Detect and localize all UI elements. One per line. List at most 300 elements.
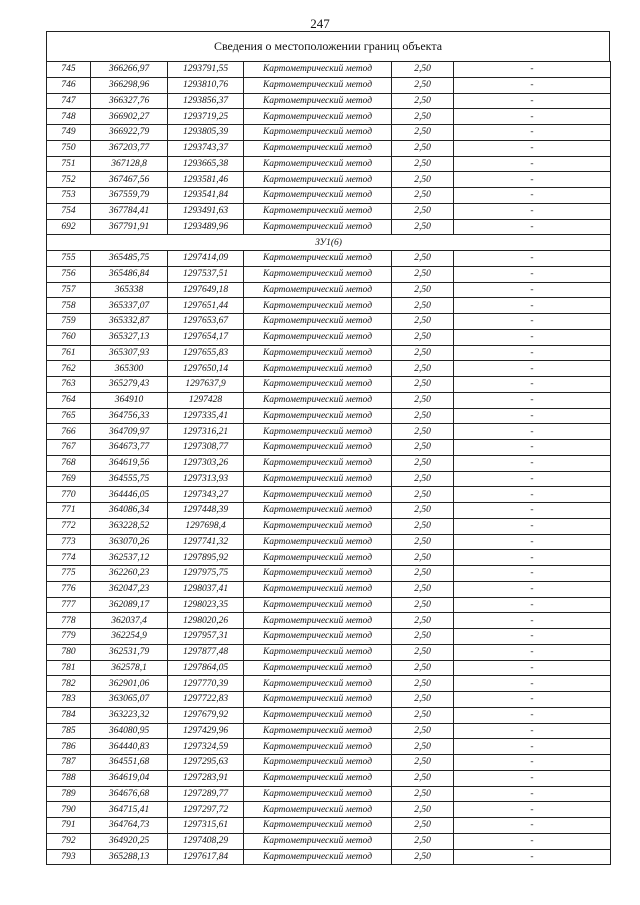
method-cell: Картометрический метод bbox=[244, 487, 392, 503]
x-coordinate-cell: 367559,79 bbox=[91, 188, 168, 204]
description-cell: - bbox=[454, 660, 611, 676]
y-coordinate-cell: 1297698,4 bbox=[168, 518, 244, 534]
y-coordinate-cell: 1297957,31 bbox=[168, 629, 244, 645]
table-row bbox=[47, 298, 611, 314]
y-coordinate-cell: 1297428 bbox=[168, 392, 244, 408]
point-number-cell: 781 bbox=[47, 660, 91, 676]
description-cell: - bbox=[454, 581, 611, 597]
description-cell: - bbox=[454, 377, 611, 393]
description-cell: - bbox=[454, 345, 611, 361]
coordinates-table-body bbox=[47, 62, 611, 865]
accuracy-cell: 2,50 bbox=[392, 550, 454, 566]
method-cell: Картометрический метод bbox=[244, 644, 392, 660]
accuracy-cell: 2,50 bbox=[392, 518, 454, 534]
method-cell: Картометрический метод bbox=[244, 818, 392, 834]
accuracy-cell: 2,50 bbox=[392, 361, 454, 377]
description-cell: - bbox=[454, 361, 611, 377]
method-cell: Картометрический метод bbox=[244, 566, 392, 582]
point-number-cell: 750 bbox=[47, 140, 91, 156]
accuracy-cell: 2,50 bbox=[392, 203, 454, 219]
description-cell: - bbox=[454, 755, 611, 771]
point-number-cell: 788 bbox=[47, 770, 91, 786]
accuracy-cell: 2,50 bbox=[392, 660, 454, 676]
y-coordinate-cell: 1293541,84 bbox=[168, 188, 244, 204]
table-row bbox=[47, 156, 611, 172]
point-number-cell: 779 bbox=[47, 629, 91, 645]
description-cell: - bbox=[454, 440, 611, 456]
accuracy-cell: 2,50 bbox=[392, 534, 454, 550]
table-row bbox=[47, 109, 611, 125]
point-number-cell: 756 bbox=[47, 266, 91, 282]
table-row bbox=[47, 77, 611, 93]
x-coordinate-cell: 364446,05 bbox=[91, 487, 168, 503]
point-number-cell: 784 bbox=[47, 707, 91, 723]
point-number-cell: 768 bbox=[47, 455, 91, 471]
x-coordinate-cell: 364764,73 bbox=[91, 818, 168, 834]
method-cell: Картометрический метод bbox=[244, 408, 392, 424]
description-cell: - bbox=[454, 723, 611, 739]
accuracy-cell: 2,50 bbox=[392, 62, 454, 78]
description-cell: - bbox=[454, 282, 611, 298]
table-row bbox=[47, 597, 611, 613]
x-coordinate-cell: 364673,77 bbox=[91, 440, 168, 456]
accuracy-cell: 2,50 bbox=[392, 849, 454, 865]
point-number-cell: 754 bbox=[47, 203, 91, 219]
method-cell: Картометрический метод bbox=[244, 424, 392, 440]
table-row bbox=[47, 770, 611, 786]
table-row bbox=[47, 581, 611, 597]
table-row bbox=[47, 424, 611, 440]
point-number-cell: 766 bbox=[47, 424, 91, 440]
y-coordinate-cell: 1297343,27 bbox=[168, 487, 244, 503]
table-title: Сведения о местоположении границ объекта bbox=[46, 31, 610, 61]
table-row bbox=[47, 644, 611, 660]
method-cell: Картометрический метод bbox=[244, 440, 392, 456]
table-row bbox=[47, 62, 611, 78]
x-coordinate-cell: 363223,32 bbox=[91, 707, 168, 723]
y-coordinate-cell: 1297975,75 bbox=[168, 566, 244, 582]
description-cell: - bbox=[454, 62, 611, 78]
accuracy-cell: 2,50 bbox=[392, 77, 454, 93]
y-coordinate-cell: 1293810,76 bbox=[168, 77, 244, 93]
table-row bbox=[47, 93, 611, 109]
accuracy-cell: 2,50 bbox=[392, 629, 454, 645]
description-cell: - bbox=[454, 550, 611, 566]
point-number-cell: 778 bbox=[47, 613, 91, 629]
table-row bbox=[47, 629, 611, 645]
point-number-cell: 764 bbox=[47, 392, 91, 408]
table-row bbox=[47, 408, 611, 424]
table-row bbox=[47, 188, 611, 204]
accuracy-cell: 2,50 bbox=[392, 219, 454, 235]
accuracy-cell: 2,50 bbox=[392, 802, 454, 818]
accuracy-cell: 2,50 bbox=[392, 408, 454, 424]
point-number-cell: 771 bbox=[47, 503, 91, 519]
table-row bbox=[47, 692, 611, 708]
y-coordinate-cell: 1297315,61 bbox=[168, 818, 244, 834]
point-number-cell: 760 bbox=[47, 329, 91, 345]
y-coordinate-cell: 1297895,92 bbox=[168, 550, 244, 566]
description-cell: - bbox=[454, 613, 611, 629]
table-row bbox=[47, 377, 611, 393]
method-cell: Картометрический метод bbox=[244, 361, 392, 377]
x-coordinate-cell: 364676,68 bbox=[91, 786, 168, 802]
description-cell: - bbox=[454, 566, 611, 582]
description-cell: - bbox=[454, 203, 611, 219]
x-coordinate-cell: 363070,26 bbox=[91, 534, 168, 550]
x-coordinate-cell: 362089,17 bbox=[91, 597, 168, 613]
method-cell: Картометрический метод bbox=[244, 534, 392, 550]
table-row bbox=[47, 487, 611, 503]
x-coordinate-cell: 362901,06 bbox=[91, 676, 168, 692]
x-coordinate-cell: 366298,96 bbox=[91, 77, 168, 93]
y-coordinate-cell: 1297324,59 bbox=[168, 739, 244, 755]
accuracy-cell: 2,50 bbox=[392, 770, 454, 786]
accuracy-cell: 2,50 bbox=[392, 613, 454, 629]
point-number-cell: 787 bbox=[47, 755, 91, 771]
method-cell: Картометрический метод bbox=[244, 739, 392, 755]
accuracy-cell: 2,50 bbox=[392, 755, 454, 771]
table-row bbox=[47, 203, 611, 219]
accuracy-cell: 2,50 bbox=[392, 392, 454, 408]
method-cell: Картометрический метод bbox=[244, 692, 392, 708]
description-cell: - bbox=[454, 109, 611, 125]
method-cell: Картометрический метод bbox=[244, 550, 392, 566]
point-number-cell: 748 bbox=[47, 109, 91, 125]
method-cell: Картометрический метод bbox=[244, 266, 392, 282]
y-coordinate-cell: 1297651,44 bbox=[168, 298, 244, 314]
x-coordinate-cell: 366266,97 bbox=[91, 62, 168, 78]
accuracy-cell: 2,50 bbox=[392, 723, 454, 739]
table-row bbox=[47, 676, 611, 692]
y-coordinate-cell: 1297637,9 bbox=[168, 377, 244, 393]
description-cell: - bbox=[454, 219, 611, 235]
y-coordinate-cell: 1297289,77 bbox=[168, 786, 244, 802]
point-number-cell: 763 bbox=[47, 377, 91, 393]
description-cell: - bbox=[454, 93, 611, 109]
table-row bbox=[47, 282, 611, 298]
description-cell: - bbox=[454, 707, 611, 723]
method-cell: Картометрический метод bbox=[244, 629, 392, 645]
coordinates-sheet bbox=[46, 31, 610, 865]
y-coordinate-cell: 1297335,41 bbox=[168, 408, 244, 424]
x-coordinate-cell: 362537,12 bbox=[91, 550, 168, 566]
y-coordinate-cell: 1293581,46 bbox=[168, 172, 244, 188]
y-coordinate-cell: 1293489,96 bbox=[168, 219, 244, 235]
table-row bbox=[47, 455, 611, 471]
method-cell: Картометрический метод bbox=[244, 597, 392, 613]
table-row bbox=[47, 392, 611, 408]
description-cell: - bbox=[454, 534, 611, 550]
table-row bbox=[47, 140, 611, 156]
point-number-cell: 745 bbox=[47, 62, 91, 78]
table-row bbox=[47, 739, 611, 755]
y-coordinate-cell: 1297864,05 bbox=[168, 660, 244, 676]
y-coordinate-cell: 1297617,84 bbox=[168, 849, 244, 865]
accuracy-cell: 2,50 bbox=[392, 424, 454, 440]
x-coordinate-cell: 365300 bbox=[91, 361, 168, 377]
point-number-cell: 792 bbox=[47, 833, 91, 849]
x-coordinate-cell: 362254,9 bbox=[91, 629, 168, 645]
method-cell: Картометрический метод bbox=[244, 503, 392, 519]
description-cell: - bbox=[454, 629, 611, 645]
accuracy-cell: 2,50 bbox=[392, 298, 454, 314]
accuracy-cell: 2,50 bbox=[392, 597, 454, 613]
table-row bbox=[47, 219, 611, 235]
accuracy-cell: 2,50 bbox=[392, 503, 454, 519]
method-cell: Картометрический метод bbox=[244, 707, 392, 723]
method-cell: Картометрический метод bbox=[244, 833, 392, 849]
description-cell: - bbox=[454, 802, 611, 818]
point-number-cell: 772 bbox=[47, 518, 91, 534]
y-coordinate-cell: 1297316,21 bbox=[168, 424, 244, 440]
x-coordinate-cell: 365279,43 bbox=[91, 377, 168, 393]
x-coordinate-cell: 365337,07 bbox=[91, 298, 168, 314]
y-coordinate-cell: 1297722,83 bbox=[168, 692, 244, 708]
accuracy-cell: 2,50 bbox=[392, 707, 454, 723]
description-cell: - bbox=[454, 503, 611, 519]
point-number-cell: 755 bbox=[47, 251, 91, 267]
table-row bbox=[47, 833, 611, 849]
x-coordinate-cell: 364080,95 bbox=[91, 723, 168, 739]
x-coordinate-cell: 365485,75 bbox=[91, 251, 168, 267]
description-cell: - bbox=[454, 424, 611, 440]
method-cell: Картометрический метод bbox=[244, 849, 392, 865]
accuracy-cell: 2,50 bbox=[392, 329, 454, 345]
y-coordinate-cell: 1297297,72 bbox=[168, 802, 244, 818]
x-coordinate-cell: 364709,97 bbox=[91, 424, 168, 440]
method-cell: Картометрический метод bbox=[244, 77, 392, 93]
table-row bbox=[47, 172, 611, 188]
point-number-cell: 692 bbox=[47, 219, 91, 235]
x-coordinate-cell: 362531,79 bbox=[91, 644, 168, 660]
point-number-cell: 791 bbox=[47, 818, 91, 834]
x-coordinate-cell: 363228,52 bbox=[91, 518, 168, 534]
description-cell: - bbox=[454, 786, 611, 802]
point-number-cell: 782 bbox=[47, 676, 91, 692]
method-cell: Картометрический метод bbox=[244, 755, 392, 771]
y-coordinate-cell: 1293856,37 bbox=[168, 93, 244, 109]
description-cell: - bbox=[454, 298, 611, 314]
method-cell: Картометрический метод bbox=[244, 786, 392, 802]
accuracy-cell: 2,50 bbox=[392, 314, 454, 330]
table-row bbox=[47, 534, 611, 550]
y-coordinate-cell: 1298020,26 bbox=[168, 613, 244, 629]
x-coordinate-cell: 364715,41 bbox=[91, 802, 168, 818]
method-cell: Картометрический метод bbox=[244, 676, 392, 692]
x-coordinate-cell: 364551,68 bbox=[91, 755, 168, 771]
accuracy-cell: 2,50 bbox=[392, 251, 454, 267]
x-coordinate-cell: 367791,91 bbox=[91, 219, 168, 235]
table-row bbox=[47, 314, 611, 330]
description-cell: - bbox=[454, 597, 611, 613]
accuracy-cell: 2,50 bbox=[392, 833, 454, 849]
table-row bbox=[47, 440, 611, 456]
accuracy-cell: 2,50 bbox=[392, 188, 454, 204]
method-cell: Картометрический метод bbox=[244, 723, 392, 739]
table-row bbox=[47, 755, 611, 771]
point-number-cell: 762 bbox=[47, 361, 91, 377]
table-row bbox=[47, 566, 611, 582]
x-coordinate-cell: 365327,13 bbox=[91, 329, 168, 345]
table-row bbox=[47, 518, 611, 534]
method-cell: Картометрический метод bbox=[244, 802, 392, 818]
y-coordinate-cell: 1297655,83 bbox=[168, 345, 244, 361]
accuracy-cell: 2,50 bbox=[392, 455, 454, 471]
description-cell: - bbox=[454, 770, 611, 786]
accuracy-cell: 2,50 bbox=[392, 581, 454, 597]
y-coordinate-cell: 1293743,37 bbox=[168, 140, 244, 156]
y-coordinate-cell: 1297303,26 bbox=[168, 455, 244, 471]
accuracy-cell: 2,50 bbox=[392, 93, 454, 109]
description-cell: - bbox=[454, 314, 611, 330]
point-number-cell: 776 bbox=[47, 581, 91, 597]
description-cell: - bbox=[454, 487, 611, 503]
table-row bbox=[47, 345, 611, 361]
x-coordinate-cell: 364440,83 bbox=[91, 739, 168, 755]
point-number-cell: 783 bbox=[47, 692, 91, 708]
description-cell: - bbox=[454, 455, 611, 471]
y-coordinate-cell: 1297653,67 bbox=[168, 314, 244, 330]
accuracy-cell: 2,50 bbox=[392, 739, 454, 755]
y-coordinate-cell: 1297537,51 bbox=[168, 266, 244, 282]
x-coordinate-cell: 364555,75 bbox=[91, 471, 168, 487]
x-coordinate-cell: 366902,27 bbox=[91, 109, 168, 125]
accuracy-cell: 2,50 bbox=[392, 172, 454, 188]
point-number-cell: 746 bbox=[47, 77, 91, 93]
point-number-cell: 793 bbox=[47, 849, 91, 865]
x-coordinate-cell: 364086,34 bbox=[91, 503, 168, 519]
x-coordinate-cell: 362037,4 bbox=[91, 613, 168, 629]
x-coordinate-cell: 365486,84 bbox=[91, 266, 168, 282]
method-cell: Картометрический метод bbox=[244, 518, 392, 534]
page-number: 247 bbox=[310, 16, 330, 31]
table-row bbox=[47, 660, 611, 676]
description-cell: - bbox=[454, 471, 611, 487]
x-coordinate-cell: 364619,04 bbox=[91, 770, 168, 786]
x-coordinate-cell: 365288,13 bbox=[91, 849, 168, 865]
coordinates-table bbox=[46, 61, 611, 865]
point-number-cell: 770 bbox=[47, 487, 91, 503]
method-cell: Картометрический метод bbox=[244, 329, 392, 345]
table-row bbox=[47, 266, 611, 282]
point-number-cell: 774 bbox=[47, 550, 91, 566]
y-coordinate-cell: 1297649,18 bbox=[168, 282, 244, 298]
table-row bbox=[47, 613, 611, 629]
method-cell: Картометрический метод bbox=[244, 172, 392, 188]
table-row bbox=[47, 251, 611, 267]
method-cell: Картометрический метод bbox=[244, 219, 392, 235]
method-cell: Картометрический метод bbox=[244, 251, 392, 267]
x-coordinate-cell: 367203,77 bbox=[91, 140, 168, 156]
point-number-cell: 789 bbox=[47, 786, 91, 802]
description-cell: - bbox=[454, 518, 611, 534]
y-coordinate-cell: 1298037,41 bbox=[168, 581, 244, 597]
section-row bbox=[47, 235, 611, 251]
y-coordinate-cell: 1297414,09 bbox=[168, 251, 244, 267]
description-cell: - bbox=[454, 172, 611, 188]
description-cell: - bbox=[454, 849, 611, 865]
point-number-cell: 786 bbox=[47, 739, 91, 755]
method-cell: Картометрический метод bbox=[244, 660, 392, 676]
description-cell: - bbox=[454, 251, 611, 267]
method-cell: Картометрический метод bbox=[244, 613, 392, 629]
accuracy-cell: 2,50 bbox=[392, 440, 454, 456]
x-coordinate-cell: 364756,33 bbox=[91, 408, 168, 424]
point-number-cell: 785 bbox=[47, 723, 91, 739]
y-coordinate-cell: 1297429,96 bbox=[168, 723, 244, 739]
description-cell: - bbox=[454, 266, 611, 282]
y-coordinate-cell: 1297408,29 bbox=[168, 833, 244, 849]
table-row bbox=[47, 329, 611, 345]
x-coordinate-cell: 362260,23 bbox=[91, 566, 168, 582]
accuracy-cell: 2,50 bbox=[392, 676, 454, 692]
point-number-cell: 751 bbox=[47, 156, 91, 172]
accuracy-cell: 2,50 bbox=[392, 156, 454, 172]
table-row bbox=[47, 361, 611, 377]
x-coordinate-cell: 365332,87 bbox=[91, 314, 168, 330]
table-row bbox=[47, 786, 611, 802]
description-cell: - bbox=[454, 739, 611, 755]
description-cell: - bbox=[454, 818, 611, 834]
point-number-cell: 758 bbox=[47, 298, 91, 314]
method-cell: Картометрический метод bbox=[244, 345, 392, 361]
method-cell: Картометрический метод bbox=[244, 125, 392, 141]
y-coordinate-cell: 1297650,14 bbox=[168, 361, 244, 377]
accuracy-cell: 2,50 bbox=[392, 125, 454, 141]
table-row bbox=[47, 125, 611, 141]
x-coordinate-cell: 366922,79 bbox=[91, 125, 168, 141]
y-coordinate-cell: 1297295,63 bbox=[168, 755, 244, 771]
table-row bbox=[47, 802, 611, 818]
table-row bbox=[47, 818, 611, 834]
point-number-cell: 777 bbox=[47, 597, 91, 613]
accuracy-cell: 2,50 bbox=[392, 471, 454, 487]
method-cell: Картометрический метод bbox=[244, 392, 392, 408]
accuracy-cell: 2,50 bbox=[392, 140, 454, 156]
method-cell: Картометрический метод bbox=[244, 770, 392, 786]
table-row bbox=[47, 503, 611, 519]
x-coordinate-cell: 366327,76 bbox=[91, 93, 168, 109]
x-coordinate-cell: 365338 bbox=[91, 282, 168, 298]
method-cell: Картометрический метод bbox=[244, 314, 392, 330]
table-row bbox=[47, 471, 611, 487]
accuracy-cell: 2,50 bbox=[392, 692, 454, 708]
point-number-cell: 749 bbox=[47, 125, 91, 141]
description-cell: - bbox=[454, 692, 611, 708]
point-number-cell: 773 bbox=[47, 534, 91, 550]
method-cell: Картометрический метод bbox=[244, 298, 392, 314]
x-coordinate-cell: 365307,93 bbox=[91, 345, 168, 361]
method-cell: Картометрический метод bbox=[244, 455, 392, 471]
method-cell: Картометрический метод bbox=[244, 377, 392, 393]
description-cell: - bbox=[454, 77, 611, 93]
description-cell: - bbox=[454, 329, 611, 345]
y-coordinate-cell: 1293491,63 bbox=[168, 203, 244, 219]
description-cell: - bbox=[454, 125, 611, 141]
description-cell: - bbox=[454, 644, 611, 660]
accuracy-cell: 2,50 bbox=[392, 644, 454, 660]
y-coordinate-cell: 1297679,92 bbox=[168, 707, 244, 723]
table-row bbox=[47, 723, 611, 739]
method-cell: Картометрический метод bbox=[244, 282, 392, 298]
y-coordinate-cell: 1293719,25 bbox=[168, 109, 244, 125]
x-coordinate-cell: 364920,25 bbox=[91, 833, 168, 849]
method-cell: Картометрический метод bbox=[244, 203, 392, 219]
point-number-cell: 775 bbox=[47, 566, 91, 582]
y-coordinate-cell: 1297313,93 bbox=[168, 471, 244, 487]
point-number-cell: 780 bbox=[47, 644, 91, 660]
